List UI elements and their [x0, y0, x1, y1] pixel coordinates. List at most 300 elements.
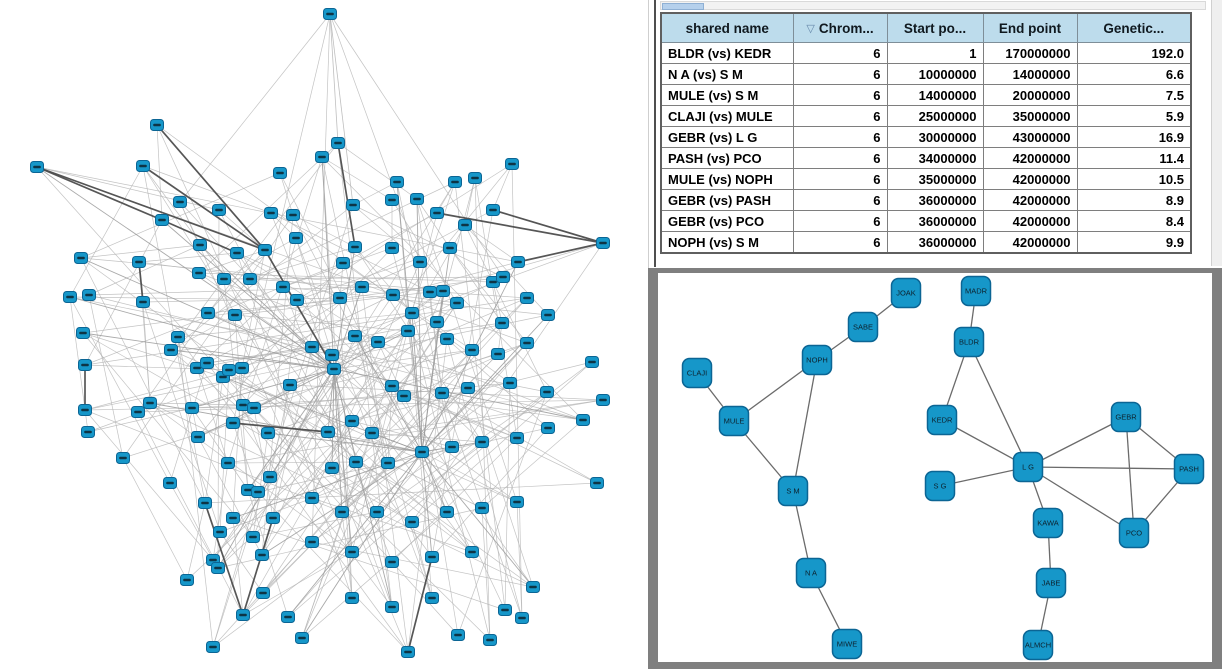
- network-node[interactable]: [497, 272, 510, 283]
- network-node[interactable]: [527, 582, 540, 593]
- network-node[interactable]: [79, 360, 92, 371]
- network-edge: [233, 518, 505, 610]
- node-label-glyphs: [428, 597, 436, 599]
- node-label-glyphs: [389, 294, 397, 296]
- network-node[interactable]: [449, 177, 462, 188]
- node-label-glyphs: [196, 244, 204, 246]
- node-label-glyphs: [246, 278, 254, 280]
- network-node[interactable]: [322, 427, 335, 438]
- network-node[interactable]: [426, 552, 439, 563]
- filter-funnel-icon[interactable]: ▽: [806, 22, 815, 35]
- table-cell: 6: [793, 148, 887, 169]
- table-cell: MULE (vs) NOPH: [661, 169, 793, 190]
- network-edge: [85, 220, 162, 365]
- node-label-glyphs: [471, 177, 479, 179]
- edge-table-panel: [656, 0, 1222, 268]
- network-node[interactable]: [386, 602, 399, 613]
- table-cell: 8.9: [1077, 190, 1191, 211]
- node-label-glyphs: [501, 609, 509, 611]
- network-node[interactable]: [257, 588, 270, 599]
- network-node[interactable]: [346, 416, 359, 427]
- node-label-glyphs: [216, 531, 224, 533]
- node-label: N A: [804, 568, 818, 578]
- network-node[interactable]: [227, 513, 240, 524]
- network-node[interactable]: [521, 293, 534, 304]
- network-node[interactable]: [496, 318, 509, 329]
- network-node[interactable]: [229, 310, 242, 321]
- network-node[interactable]: [256, 550, 269, 561]
- network-node[interactable]: [231, 248, 244, 259]
- network-node[interactable]: [466, 547, 479, 558]
- network-node[interactable]: [541, 387, 554, 398]
- network-node[interactable]: [151, 120, 164, 131]
- network-node[interactable]: [402, 647, 415, 658]
- network-node[interactable]: [223, 365, 236, 376]
- network-node[interactable]: [222, 458, 235, 469]
- network-node[interactable]: [371, 507, 384, 518]
- network-node[interactable]: [83, 290, 96, 301]
- table-row[interactable]: [661, 190, 1191, 211]
- network-node-s-g[interactable]: [926, 472, 955, 501]
- network-node[interactable]: [144, 398, 157, 409]
- network-node[interactable]: [542, 310, 555, 321]
- node-label-glyphs: [506, 382, 514, 384]
- node-label-glyphs: [79, 332, 87, 334]
- node-label-glyphs: [33, 166, 41, 168]
- filtered-network-panel[interactable]: [648, 268, 1222, 669]
- node-label-glyphs: [174, 336, 182, 338]
- network-node[interactable]: [499, 605, 512, 616]
- node-label-glyphs: [352, 461, 360, 463]
- node-label: MULE: [723, 416, 745, 426]
- network-node[interactable]: [277, 282, 290, 293]
- network-node[interactable]: [416, 447, 429, 458]
- network-node[interactable]: [291, 295, 304, 306]
- column-header-chrom-[interactable]: [793, 13, 887, 43]
- node-label-glyphs: [543, 391, 551, 393]
- table-cell: 6: [793, 43, 887, 64]
- network-node[interactable]: [512, 257, 525, 268]
- node-label-glyphs: [225, 369, 233, 371]
- node-label-glyphs: [478, 507, 486, 509]
- network-node[interactable]: [326, 350, 339, 361]
- network-node[interactable]: [213, 205, 226, 216]
- network-node[interactable]: [446, 442, 459, 453]
- node-label-glyphs: [599, 242, 607, 244]
- network-node[interactable]: [165, 345, 178, 356]
- table-cell: 30000000: [887, 127, 983, 148]
- node-label-glyphs: [264, 432, 272, 434]
- node-label-glyphs: [446, 247, 454, 249]
- node-label-glyphs: [339, 262, 347, 264]
- network-node[interactable]: [75, 253, 88, 264]
- network-node-almch[interactable]: [1024, 631, 1053, 660]
- network-node[interactable]: [386, 557, 399, 568]
- network-node[interactable]: [133, 257, 146, 268]
- node-label-glyphs: [404, 330, 412, 332]
- network-node[interactable]: [287, 210, 300, 221]
- node-label-glyphs: [518, 617, 526, 619]
- node-label-glyphs: [599, 399, 607, 401]
- network-node[interactable]: [406, 517, 419, 528]
- network-node-l-g[interactable]: [1014, 453, 1043, 482]
- table-cell: 5.9: [1077, 106, 1191, 127]
- network-edge: [37, 167, 219, 210]
- node-label-glyphs: [348, 420, 356, 422]
- node-label-glyphs: [293, 299, 301, 301]
- network-node[interactable]: [426, 593, 439, 604]
- network-node[interactable]: [252, 487, 265, 498]
- node-label-glyphs: [85, 294, 93, 296]
- table-row[interactable]: [661, 232, 1191, 254]
- network-node[interactable]: [117, 453, 130, 464]
- node-label-glyphs: [489, 209, 497, 211]
- network-node[interactable]: [441, 507, 454, 518]
- node-label-glyphs: [276, 172, 284, 174]
- network-node[interactable]: [248, 403, 261, 414]
- node-label-glyphs: [229, 422, 237, 424]
- table-row[interactable]: [661, 211, 1191, 232]
- table-row[interactable]: [661, 43, 1191, 64]
- network-node[interactable]: [306, 493, 319, 504]
- network-edge: [218, 210, 219, 568]
- network-node[interactable]: [244, 274, 257, 285]
- column-header-end-point[interactable]: [983, 13, 1077, 43]
- network-node-gebr[interactable]: [1112, 403, 1141, 432]
- node-label-glyphs: [373, 511, 381, 513]
- network-node[interactable]: [174, 197, 187, 208]
- network-node[interactable]: [347, 200, 360, 211]
- network-node[interactable]: [402, 326, 415, 337]
- network-node[interactable]: [156, 215, 169, 226]
- network-node[interactable]: [316, 152, 329, 163]
- table-cell: GEBR (vs) PCO: [661, 211, 793, 232]
- node-label: PASH: [1179, 464, 1199, 474]
- network-edge-strong: [338, 143, 355, 247]
- node-label-glyphs: [258, 554, 266, 556]
- node-label-glyphs: [166, 482, 174, 484]
- network-node[interactable]: [282, 612, 295, 623]
- network-node[interactable]: [346, 593, 359, 604]
- network-node-mule[interactable]: [720, 407, 749, 436]
- network-node[interactable]: [452, 630, 465, 641]
- table-row[interactable]: [661, 127, 1191, 148]
- filtered-network-canvas[interactable]: [658, 273, 1212, 662]
- network-node[interactable]: [591, 478, 604, 489]
- node-label-glyphs: [229, 517, 237, 519]
- node-label-glyphs: [393, 181, 401, 183]
- network-node[interactable]: [267, 513, 280, 524]
- scrollbar-thumb[interactable]: [662, 3, 704, 10]
- network-node[interactable]: [350, 457, 363, 468]
- network-node[interactable]: [192, 432, 205, 443]
- table-cell: 36000000: [887, 232, 983, 254]
- network-node-pash[interactable]: [1175, 455, 1204, 484]
- network-node[interactable]: [521, 338, 534, 349]
- network-node[interactable]: [181, 575, 194, 586]
- network-node[interactable]: [336, 507, 349, 518]
- network-node-bldr[interactable]: [955, 328, 984, 357]
- node-label-glyphs: [523, 297, 531, 299]
- node-label-glyphs: [326, 13, 334, 15]
- node-label-glyphs: [529, 586, 537, 588]
- network-edge: [258, 428, 548, 492]
- network-node[interactable]: [202, 308, 215, 319]
- column-header-genetic-[interactable]: [1077, 13, 1191, 43]
- network-node[interactable]: [64, 292, 77, 303]
- network-node[interactable]: [504, 378, 517, 389]
- network-edge: [482, 508, 490, 640]
- node-label-glyphs: [224, 462, 232, 464]
- network-node-jabe[interactable]: [1037, 569, 1066, 598]
- network-node[interactable]: [346, 547, 359, 558]
- network-node[interactable]: [349, 331, 362, 342]
- network-node[interactable]: [441, 334, 454, 345]
- network-edge: [123, 458, 187, 580]
- network-node[interactable]: [462, 383, 475, 394]
- node-label-glyphs: [209, 646, 217, 648]
- network-node[interactable]: [597, 238, 610, 249]
- network-node[interactable]: [284, 380, 297, 391]
- network-node[interactable]: [382, 458, 395, 469]
- network-node-n-a[interactable]: [797, 559, 826, 588]
- table-cell: 42000000: [983, 169, 1077, 190]
- network-node-kedr[interactable]: [928, 406, 957, 435]
- network-node-madr[interactable]: [962, 277, 991, 306]
- network-node[interactable]: [337, 258, 350, 269]
- network-node[interactable]: [172, 332, 185, 343]
- node-label-glyphs: [250, 407, 258, 409]
- network-node[interactable]: [214, 527, 227, 538]
- column-header-start-po-[interactable]: [887, 13, 983, 43]
- network-node[interactable]: [597, 395, 610, 406]
- network-node[interactable]: [476, 437, 489, 448]
- network-node[interactable]: [577, 415, 590, 426]
- node-label-glyphs: [348, 551, 356, 553]
- network-node[interactable]: [186, 403, 199, 414]
- network-node[interactable]: [326, 463, 339, 474]
- network-node[interactable]: [444, 243, 457, 254]
- network-node-claji[interactable]: [683, 359, 712, 388]
- network-node[interactable]: [372, 337, 385, 348]
- network-edge-strong: [37, 167, 265, 250]
- table-cell: 7.5: [1077, 85, 1191, 106]
- network-node[interactable]: [137, 297, 150, 308]
- node-label-glyphs: [298, 637, 306, 639]
- network-node[interactable]: [398, 391, 411, 402]
- node-label: L G: [1022, 462, 1034, 472]
- node-label-glyphs: [544, 314, 552, 316]
- network-node[interactable]: [406, 308, 419, 319]
- column-header-shared-name[interactable]: [661, 13, 793, 43]
- network-node[interactable]: [79, 405, 92, 416]
- node-label-glyphs: [338, 511, 346, 513]
- node-label-glyphs: [418, 451, 426, 453]
- network-node[interactable]: [386, 381, 399, 392]
- network-node[interactable]: [437, 286, 450, 297]
- network-node[interactable]: [31, 162, 44, 173]
- network-node[interactable]: [492, 349, 505, 360]
- network-edge: [322, 157, 334, 369]
- network-node[interactable]: [356, 282, 369, 293]
- network-node[interactable]: [386, 195, 399, 206]
- table-cell: 6: [793, 232, 887, 254]
- network-node[interactable]: [511, 433, 524, 444]
- node-label-glyphs: [146, 402, 154, 404]
- column-header-label: End point: [998, 20, 1062, 36]
- table-cell: 1: [887, 43, 983, 64]
- node-label-glyphs: [220, 278, 228, 280]
- network-node[interactable]: [386, 243, 399, 254]
- node-label-glyphs: [433, 212, 441, 214]
- network-node[interactable]: [218, 274, 231, 285]
- node-label-glyphs: [486, 639, 494, 641]
- network-node[interactable]: [334, 293, 347, 304]
- network-node[interactable]: [306, 537, 319, 548]
- table-cell: 6: [793, 127, 887, 148]
- network-node[interactable]: [476, 503, 489, 514]
- network-node-joak[interactable]: [892, 279, 921, 308]
- node-label-glyphs: [388, 199, 396, 201]
- network-node[interactable]: [387, 290, 400, 301]
- node-label-glyphs: [448, 446, 456, 448]
- table-row[interactable]: [661, 85, 1191, 106]
- network-node[interactable]: [424, 287, 437, 298]
- table-cell: 25000000: [887, 106, 983, 127]
- network-node[interactable]: [411, 194, 424, 205]
- node-label-glyphs: [494, 353, 502, 355]
- network-node[interactable]: [259, 245, 272, 256]
- node-label-glyphs: [176, 201, 184, 203]
- network-edge: [170, 363, 207, 483]
- node-label-glyphs: [266, 476, 274, 478]
- network-edge: [493, 164, 512, 210]
- node-label-glyphs: [454, 634, 462, 636]
- network-node[interactable]: [264, 472, 277, 483]
- node-label-glyphs: [499, 276, 507, 278]
- network-node[interactable]: [487, 205, 500, 216]
- network-node[interactable]: [324, 9, 337, 20]
- table-cell: BLDR (vs) KEDR: [661, 43, 793, 64]
- network-node[interactable]: [77, 328, 90, 339]
- network-node[interactable]: [236, 363, 249, 374]
- node-label-glyphs: [438, 392, 446, 394]
- network-node-miwe[interactable]: [833, 630, 862, 659]
- network-node[interactable]: [137, 161, 150, 172]
- node-label-glyphs: [195, 272, 203, 274]
- network-node-noph[interactable]: [803, 346, 832, 375]
- network-node[interactable]: [436, 388, 449, 399]
- network-edge: [322, 157, 392, 200]
- column-header-label: Start po...: [903, 20, 967, 36]
- network-node[interactable]: [132, 407, 145, 418]
- network-node[interactable]: [431, 317, 444, 328]
- node-label-glyphs: [451, 181, 459, 183]
- network-node[interactable]: [237, 610, 250, 621]
- network-node[interactable]: [290, 233, 303, 244]
- network-node[interactable]: [391, 177, 404, 188]
- node-label: GEBR: [1115, 412, 1137, 422]
- network-node[interactable]: [586, 357, 599, 368]
- network-node[interactable]: [431, 208, 444, 219]
- network-node[interactable]: [516, 613, 529, 624]
- network-node[interactable]: [201, 358, 214, 369]
- node-label: KEDR: [931, 415, 953, 425]
- network-node-s-m[interactable]: [779, 477, 808, 506]
- network-node[interactable]: [328, 364, 341, 375]
- node-label: MADR: [964, 286, 988, 296]
- table-row[interactable]: [661, 148, 1191, 169]
- table-cell: 42000000: [983, 211, 1077, 232]
- table-cell: 14000000: [887, 85, 983, 106]
- network-node[interactable]: [366, 428, 379, 439]
- table-row[interactable]: [661, 106, 1191, 127]
- network-node[interactable]: [349, 242, 362, 253]
- node-label-glyphs: [167, 349, 175, 351]
- node-label-glyphs: [328, 354, 336, 356]
- node-label-glyphs: [489, 281, 497, 283]
- network-node[interactable]: [466, 345, 479, 356]
- table-horizontal-scrollbar[interactable]: [660, 1, 1206, 10]
- table-row[interactable]: [661, 169, 1191, 190]
- network-node[interactable]: [459, 220, 472, 231]
- network-node[interactable]: [414, 257, 427, 268]
- network-node[interactable]: [207, 642, 220, 653]
- network-node[interactable]: [542, 423, 555, 434]
- network-node[interactable]: [265, 208, 278, 219]
- network-node[interactable]: [194, 240, 207, 251]
- network-node[interactable]: [199, 498, 212, 509]
- node-label-glyphs: [348, 597, 356, 599]
- network-node[interactable]: [212, 563, 225, 574]
- table-cell: 42000000: [983, 148, 1077, 169]
- network-edge: [219, 210, 265, 250]
- node-label-glyphs: [513, 501, 521, 503]
- network-node[interactable]: [506, 159, 519, 170]
- network-node[interactable]: [82, 427, 95, 438]
- table-cell: N A (vs) S M: [661, 64, 793, 85]
- node-label-glyphs: [439, 290, 447, 292]
- table-vertical-scrollbar[interactable]: [1211, 0, 1222, 266]
- node-label-glyphs: [351, 246, 359, 248]
- node-label-glyphs: [194, 436, 202, 438]
- node-label-glyphs: [588, 361, 596, 363]
- network-node-sabe[interactable]: [849, 313, 878, 342]
- node-label: ALMCH: [1024, 640, 1052, 650]
- node-label: JABE: [1041, 578, 1061, 588]
- network-node-kawa[interactable]: [1034, 509, 1063, 538]
- table-row[interactable]: [661, 64, 1191, 85]
- network-node[interactable]: [247, 532, 260, 543]
- network-node[interactable]: [469, 173, 482, 184]
- table-cell: MULE (vs) S M: [661, 85, 793, 106]
- network-node[interactable]: [484, 635, 497, 646]
- network-node[interactable]: [262, 428, 275, 439]
- network-node[interactable]: [511, 497, 524, 508]
- network-node[interactable]: [451, 298, 464, 309]
- network-node[interactable]: [227, 418, 240, 429]
- network-node[interactable]: [164, 478, 177, 489]
- node-label-glyphs: [233, 252, 241, 254]
- network-node[interactable]: [274, 168, 287, 179]
- network-node[interactable]: [306, 342, 319, 353]
- network-node[interactable]: [332, 138, 345, 149]
- network-node[interactable]: [296, 633, 309, 644]
- network-node[interactable]: [193, 268, 206, 279]
- network-node-pco[interactable]: [1120, 519, 1149, 548]
- node-label-glyphs: [139, 301, 147, 303]
- network-edge: [143, 166, 271, 213]
